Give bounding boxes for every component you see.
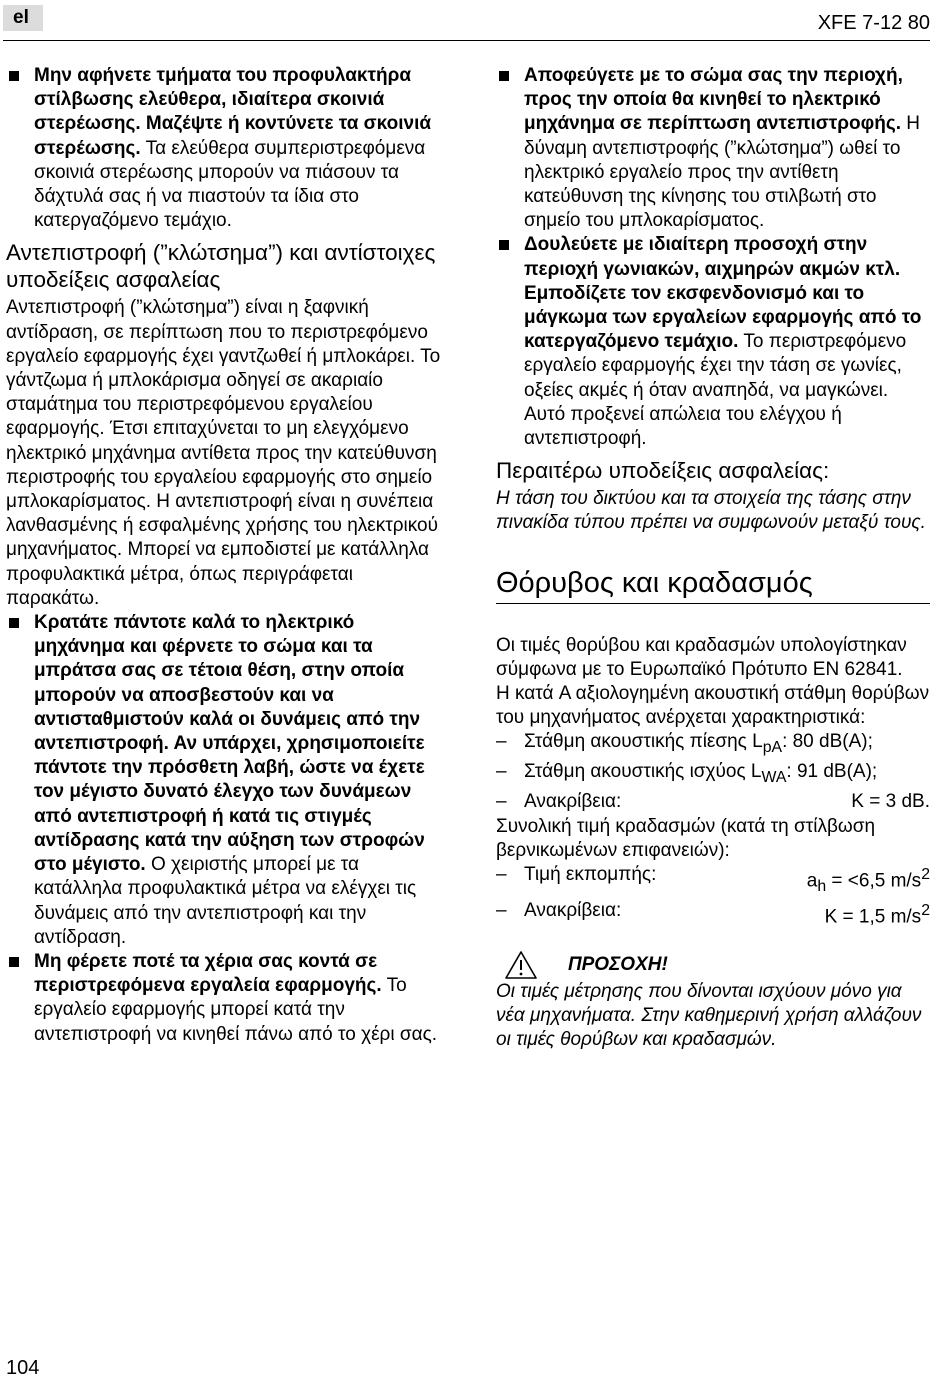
spec-subscript: pA <box>762 739 783 757</box>
spec-superscript: 2 <box>921 902 930 920</box>
bullet-item <box>6 611 442 950</box>
spec-label: Στάθμη ακουστικής πίεσης L <box>524 731 763 753</box>
model-name: XFE 7-12 80 <box>817 12 930 34</box>
spec-superscript: 2 <box>921 866 930 884</box>
bullet-item <box>496 233 930 451</box>
dash: – <box>496 900 507 922</box>
page-number: 104 <box>6 1357 40 1379</box>
caution-label: ΠΡΟΣΟΧΗ! <box>568 953 668 975</box>
dash: – <box>496 761 507 783</box>
spec-row-emission <box>496 863 930 899</box>
bullet-text: Το περιστρεφόμενο εργαλείο εφαρμογής έχει την τάση σε γωνίες, οξείες ακμές ή όταν αναπηδά, να μαγκώνει. Αυτό προξενεί απώλεια του ελέγχου ή αντεπιστροφή. <box>524 331 907 450</box>
right-column <box>496 64 930 1053</box>
square-bullet-icon <box>499 71 509 81</box>
warning-triangle-icon <box>504 950 538 980</box>
spec-value: : 80 dB(A); <box>782 731 873 753</box>
section-heading-noise: Θόρυβος και κραδασμός <box>496 566 930 604</box>
spec-symbol: a <box>806 870 818 892</box>
bullet-item <box>496 64 930 233</box>
dash: – <box>496 731 507 753</box>
language-badge: el <box>3 5 43 31</box>
bullet-bold-text: Μην αφήνετε τμήματα του προφυλακτήρα στίλβωσης ελεύθερα, ιδιαίτερα σκοινιά στερέωσης. Μαζέψτε ή κοντύνετε τα σκοινιά στερέωσης. <box>34 65 432 159</box>
caution-text: Οι τιμές μέτρησης που δίνονται ισχύουν μόνο για νέα μηχανήματα. Στην καθημερινή χρήση αλλάζουν οι τιμές θορύβων και κραδασμών. <box>496 980 922 1051</box>
bullet-text: Τα ελεύθερα συμπεριστρεφόμενα σκοινιά στερέωσης μπορούν να πιάσουν τα δάχτυλά σας ή να πιαστούν τα ίδια στο κατεργαζόμενο τεμάχιο. <box>34 137 426 232</box>
spec-row-uncertainty-vibration <box>496 899 930 930</box>
bullet-bold-text: Αποφεύγετε με το σώμα σας την περιοχή, προς την οποία θα κινηθεί το ηλεκτρικό μηχάνημα σε περίπτωση αντεπιστροφής. <box>524 65 903 135</box>
spec-label: Ανακρίβεια: <box>524 791 622 813</box>
section-heading-further: Περαιτέρω υποδείξεις ασφαλείας: <box>496 458 830 484</box>
bullet-text: Ο χειριστής μπορεί με τα κατάλληλα προφυλακτικά μέτρα να ελέγχει τις δυνάμεις από την αντεπιστροφή και την αντίδραση. <box>34 854 417 948</box>
square-bullet-icon <box>9 957 19 967</box>
spec-value: = <6,5 m/s <box>826 870 922 892</box>
paragraph-further: Η τάση του δικτύου και τα στοιχεία της τάσης στην πινακίδα τύπου πρέπει να συμφωνούν μεταξύ τους. <box>496 488 926 534</box>
square-bullet-icon <box>499 240 509 250</box>
paragraph-noise-standard: Οι τιμές θορύβου και κραδασμών υπολογίστηκαν σύμφωνα με το Ευρωπαϊκό Πρότυπο EN 62841. <box>496 634 907 680</box>
spec-label: Στάθμη ακουστικής ισχύος L <box>524 761 762 783</box>
dash: – <box>496 864 507 886</box>
bullet-bold-text: Δουλεύετε με ιδιαίτερη προσοχή στην περιοχή γωνιακών, αιχμηρών ακμών κτλ. Εμποδίζετε τον εκσφενδονισμό και το μάγκωμα των εργαλείων εφαρμογής από το κατεργαζόμενο τεμάχιο. <box>524 234 922 353</box>
left-column <box>6 64 442 1047</box>
bullet-bold-text: Κρατάτε πάντοτε καλά το ηλεκτρικό μηχάνημα και φέρνετε το σώμα και τα μπράτσα σας σε τέτοια θέση, στην οποία μπορούν να αποσβεστούν και να αντισταθμιστούν καλά οι δυνάμεις από την αντεπιστροφή. Αν υπάρχει, χρησιμοποιείτε πάντοτε την πρόσθετη λαβή, ώστε να έχετε τον μέγιστο δυνατό έλεγχο των δυνάμεων από αντεπιστροφή ή κατά τις στιγμές αντίδρασης κατά την αύξηση των στροφών στο μέγιστο. <box>34 612 425 876</box>
bullet-text: Το εργαλείο εφαρμογής μπορεί κατά την αντεπιστροφή να κινηθεί πάνω από το χέρι σας. <box>34 975 438 1045</box>
square-bullet-icon <box>9 618 19 628</box>
spec-label: Ανακρίβεια: <box>524 900 622 922</box>
spec-subscript: WA <box>761 769 787 787</box>
paragraph-kickback: Αντεπιστροφή (”κλώτσημα”) είναι η ξαφνική αντίδραση, σε περίπτωση που το περιστρεφόμενο εργαλείο εφαρμογής έχει γαντζωθεί ή μπλοκάρει. Το γάντζωμα ή μπλοκάρισμα οδηγεί σε ακαριαίο σταμάτημα του περιστρεφόμενου εργαλείου εφαρμογής. Έτσι επιταχύνεται το μη ελεγχόμενο ηλεκτρικό μηχάνημα αντίθετα προς την κατεύθυνση περιστροφής του εργαλείου εφαρμογής στο σημείο μπλοκαρίσματος. Η αντεπιστροφή είναι η συνέπεια λανθασμένης ή εσφαλμένης χρήσης του ηλεκτρικού μηχανήματος. Μπορεί να εμποδιστεί με κατάλληλα προφυλακτικά μέτρα, όπως περιγράφεται παρακάτω. <box>6 297 441 609</box>
bullet-item <box>6 64 442 233</box>
caution-heading <box>496 950 930 980</box>
spec-row-sound-power <box>496 760 930 790</box>
spec-value: : 91 dB(A); <box>786 761 878 783</box>
square-bullet-icon <box>9 71 19 81</box>
paragraph-vibration: Συνολική τιμή κραδασμών (κατά τη στίλβωση βερνικωμένων επιφανειών): <box>496 815 876 861</box>
spec-subscript: h <box>817 878 827 896</box>
spec-label: Τιμή εκπομπής: <box>524 864 657 886</box>
dash: – <box>496 791 507 813</box>
section-heading-kickback: Αντεπιστροφή (”κλώτσημα”) και αντίστοιχες υποδείξεις ασφαλείας <box>6 240 436 293</box>
spec-row-uncertainty-noise <box>496 790 930 814</box>
spec-row-sound-pressure <box>496 730 930 760</box>
bullet-text: Η δύναμη αντεπιστροφής (”κλώτσημα”) ωθεί το ηλεκτρικό εργαλείο προς την αντίθετη κατεύθυνση της κίνησης του στιλβωτή στο σημείο του μπλοκαρίσματος. <box>524 113 921 232</box>
header-divider <box>3 40 930 41</box>
spec-value: K = 3 dB. <box>851 791 930 813</box>
spec-value: K = 1,5 m/s <box>824 906 922 928</box>
bullet-item <box>6 950 442 1047</box>
bullet-bold-text: Μη φέρετε ποτέ τα χέρια σας κοντά σε περιστρεφόμενα εργαλεία εφαρμογής. <box>34 950 382 997</box>
paragraph-noise-level: Η κατά A αξιολογημένη ακουστική στάθμη θορύβων του μηχανήματος ανέρχεται χαρακτηριστικά: <box>496 683 930 729</box>
